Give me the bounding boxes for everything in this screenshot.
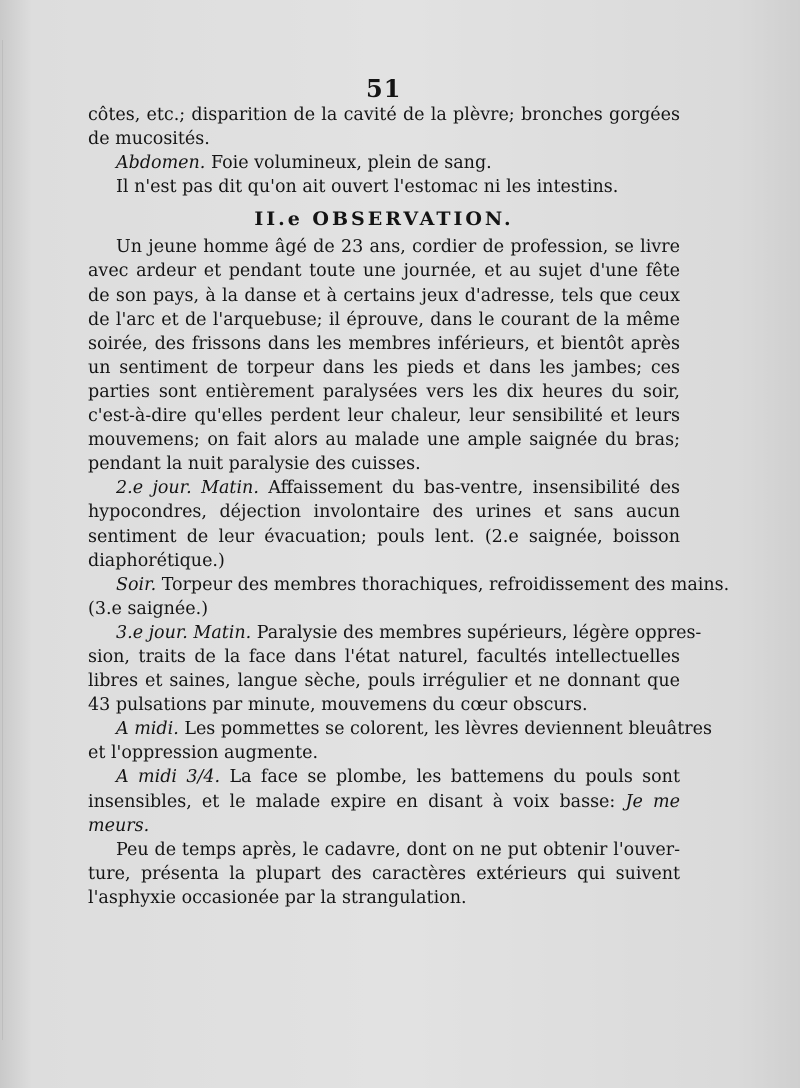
observation-line-3: de son pays, à la danse et à certains jeux d'adresse, tels que ceux — [88, 285, 680, 306]
abdomen-label: Abdomen. — [116, 153, 206, 174]
page-number: 51 — [366, 74, 402, 103]
evening-label: Soir. — [116, 574, 157, 595]
observation-line-4: de l'arc et de l'arquebuse; il éprouve, dans le courant de la même — [88, 309, 680, 330]
day3-morning-text-1: Paralysie des membres supérieurs, légère oppres- — [251, 622, 702, 643]
intro-line-2: de mucosités. — [88, 129, 210, 150]
noon-line-2: et l'oppression augmente. — [88, 743, 319, 764]
observation-line-1: Un jeune homme âgé de 23 ans, cordier de profession, se livre — [116, 237, 680, 258]
stomach-line: Il n'est pas dit qu'on ait ouvert l'estomac ni les intestins. — [116, 177, 619, 198]
noon-34-text-2: insensibles, et le malade expire en disant à voix basse: — [88, 791, 616, 812]
noon-34-label: A midi 3/4. — [116, 767, 221, 788]
closing-line-1: Peu de temps après, le cadavre, dont on ne put obtenir l'ouver- — [116, 839, 680, 860]
observation-line-7: parties sont entièrement paralysées vers les dix heures du soir, — [88, 381, 680, 402]
observation-line-2: avec ardeur et pendant toute une journée, et au sujet d'une fête — [88, 261, 680, 282]
day3-morning-line-3: libres et saines, langue sèche, pouls irrégulier et ne donnant que — [88, 671, 680, 692]
observation-line-9: mouvemens; on fait alors au malade une ample saignée du bras; — [88, 430, 680, 451]
day2-morning-line-4: diaphorétique.) — [88, 550, 225, 571]
page-text — [88, 103, 730, 910]
day2-morning-line-3: sentiment de leur évacuation; pouls lent. (2.e saignée, boisson — [88, 526, 680, 547]
noon-line-1 — [88, 717, 712, 741]
noon-label: A midi. — [116, 719, 179, 740]
observation-line-8: c'est-à-dire qu'elles perdent leur chaleur, leur sensibilité et leurs — [88, 406, 680, 427]
noon-text-1: Les pommettes se colorent, les lèvres deviennent bleuâtres — [178, 719, 712, 740]
observation-line-10: pendant la nuit paralysie des cuisses. — [88, 454, 421, 475]
abdomen-paragraph — [88, 151, 680, 175]
day2-morning-line-1 — [88, 476, 680, 500]
evening-line-2: (3.e saignée.) — [88, 598, 209, 619]
day3-morning-line-1 — [88, 621, 702, 645]
intro-line-1: côtes, etc.; disparition de la cavité de la plèvre; bronches gorgées — [88, 105, 680, 125]
noon-34-line-1 — [88, 765, 680, 789]
noon-34-line-2 — [88, 790, 680, 814]
observation-line-6: un sentiment de torpeur dans les pieds et dans les jambes; ces — [88, 357, 680, 378]
last-words-quote-1: Je me — [625, 791, 680, 812]
observation-heading: II.e OBSERVATION. — [254, 208, 514, 231]
closing-line-2: ture, présenta la plupart des caractères extérieurs qui suivent — [88, 863, 680, 884]
day2-morning-label: 2.e jour. Matin. — [116, 478, 259, 499]
last-words-quote-2: meurs. — [88, 815, 150, 836]
evening-text-1: Torpeur des membres thorachiques, refroidissement des mains. — [156, 574, 730, 595]
day3-morning-label: 3.e jour. Matin. — [116, 622, 252, 643]
day3-morning-line-2: sion, traits de la face dans l'état naturel, facultés intellectuelles — [88, 646, 680, 667]
noon-34-text-1: La face se plombe, les battemens du pouls sont — [220, 767, 680, 788]
evening-line-1 — [88, 573, 730, 597]
abdomen-text: Foie volumineux, plein de sang. — [205, 153, 492, 174]
closing-line-3: l'asphyxie occasionée par la strangulation. — [88, 887, 467, 908]
page-gutter — [2, 40, 3, 1040]
observation-line-5: soirée, des frissons dans les membres inférieurs, et bientôt après — [88, 333, 680, 354]
day2-morning-text-1: Affaissement du bas-ventre, insensibilité des — [258, 478, 680, 499]
day3-morning-line-4: 43 pulsations par minute, mouvemens du cœur obscurs. — [88, 695, 588, 716]
noon-34-line-3 — [88, 814, 680, 838]
day2-morning-line-2: hypocondres, déjection involontaire des urines et sans aucun — [88, 502, 680, 523]
